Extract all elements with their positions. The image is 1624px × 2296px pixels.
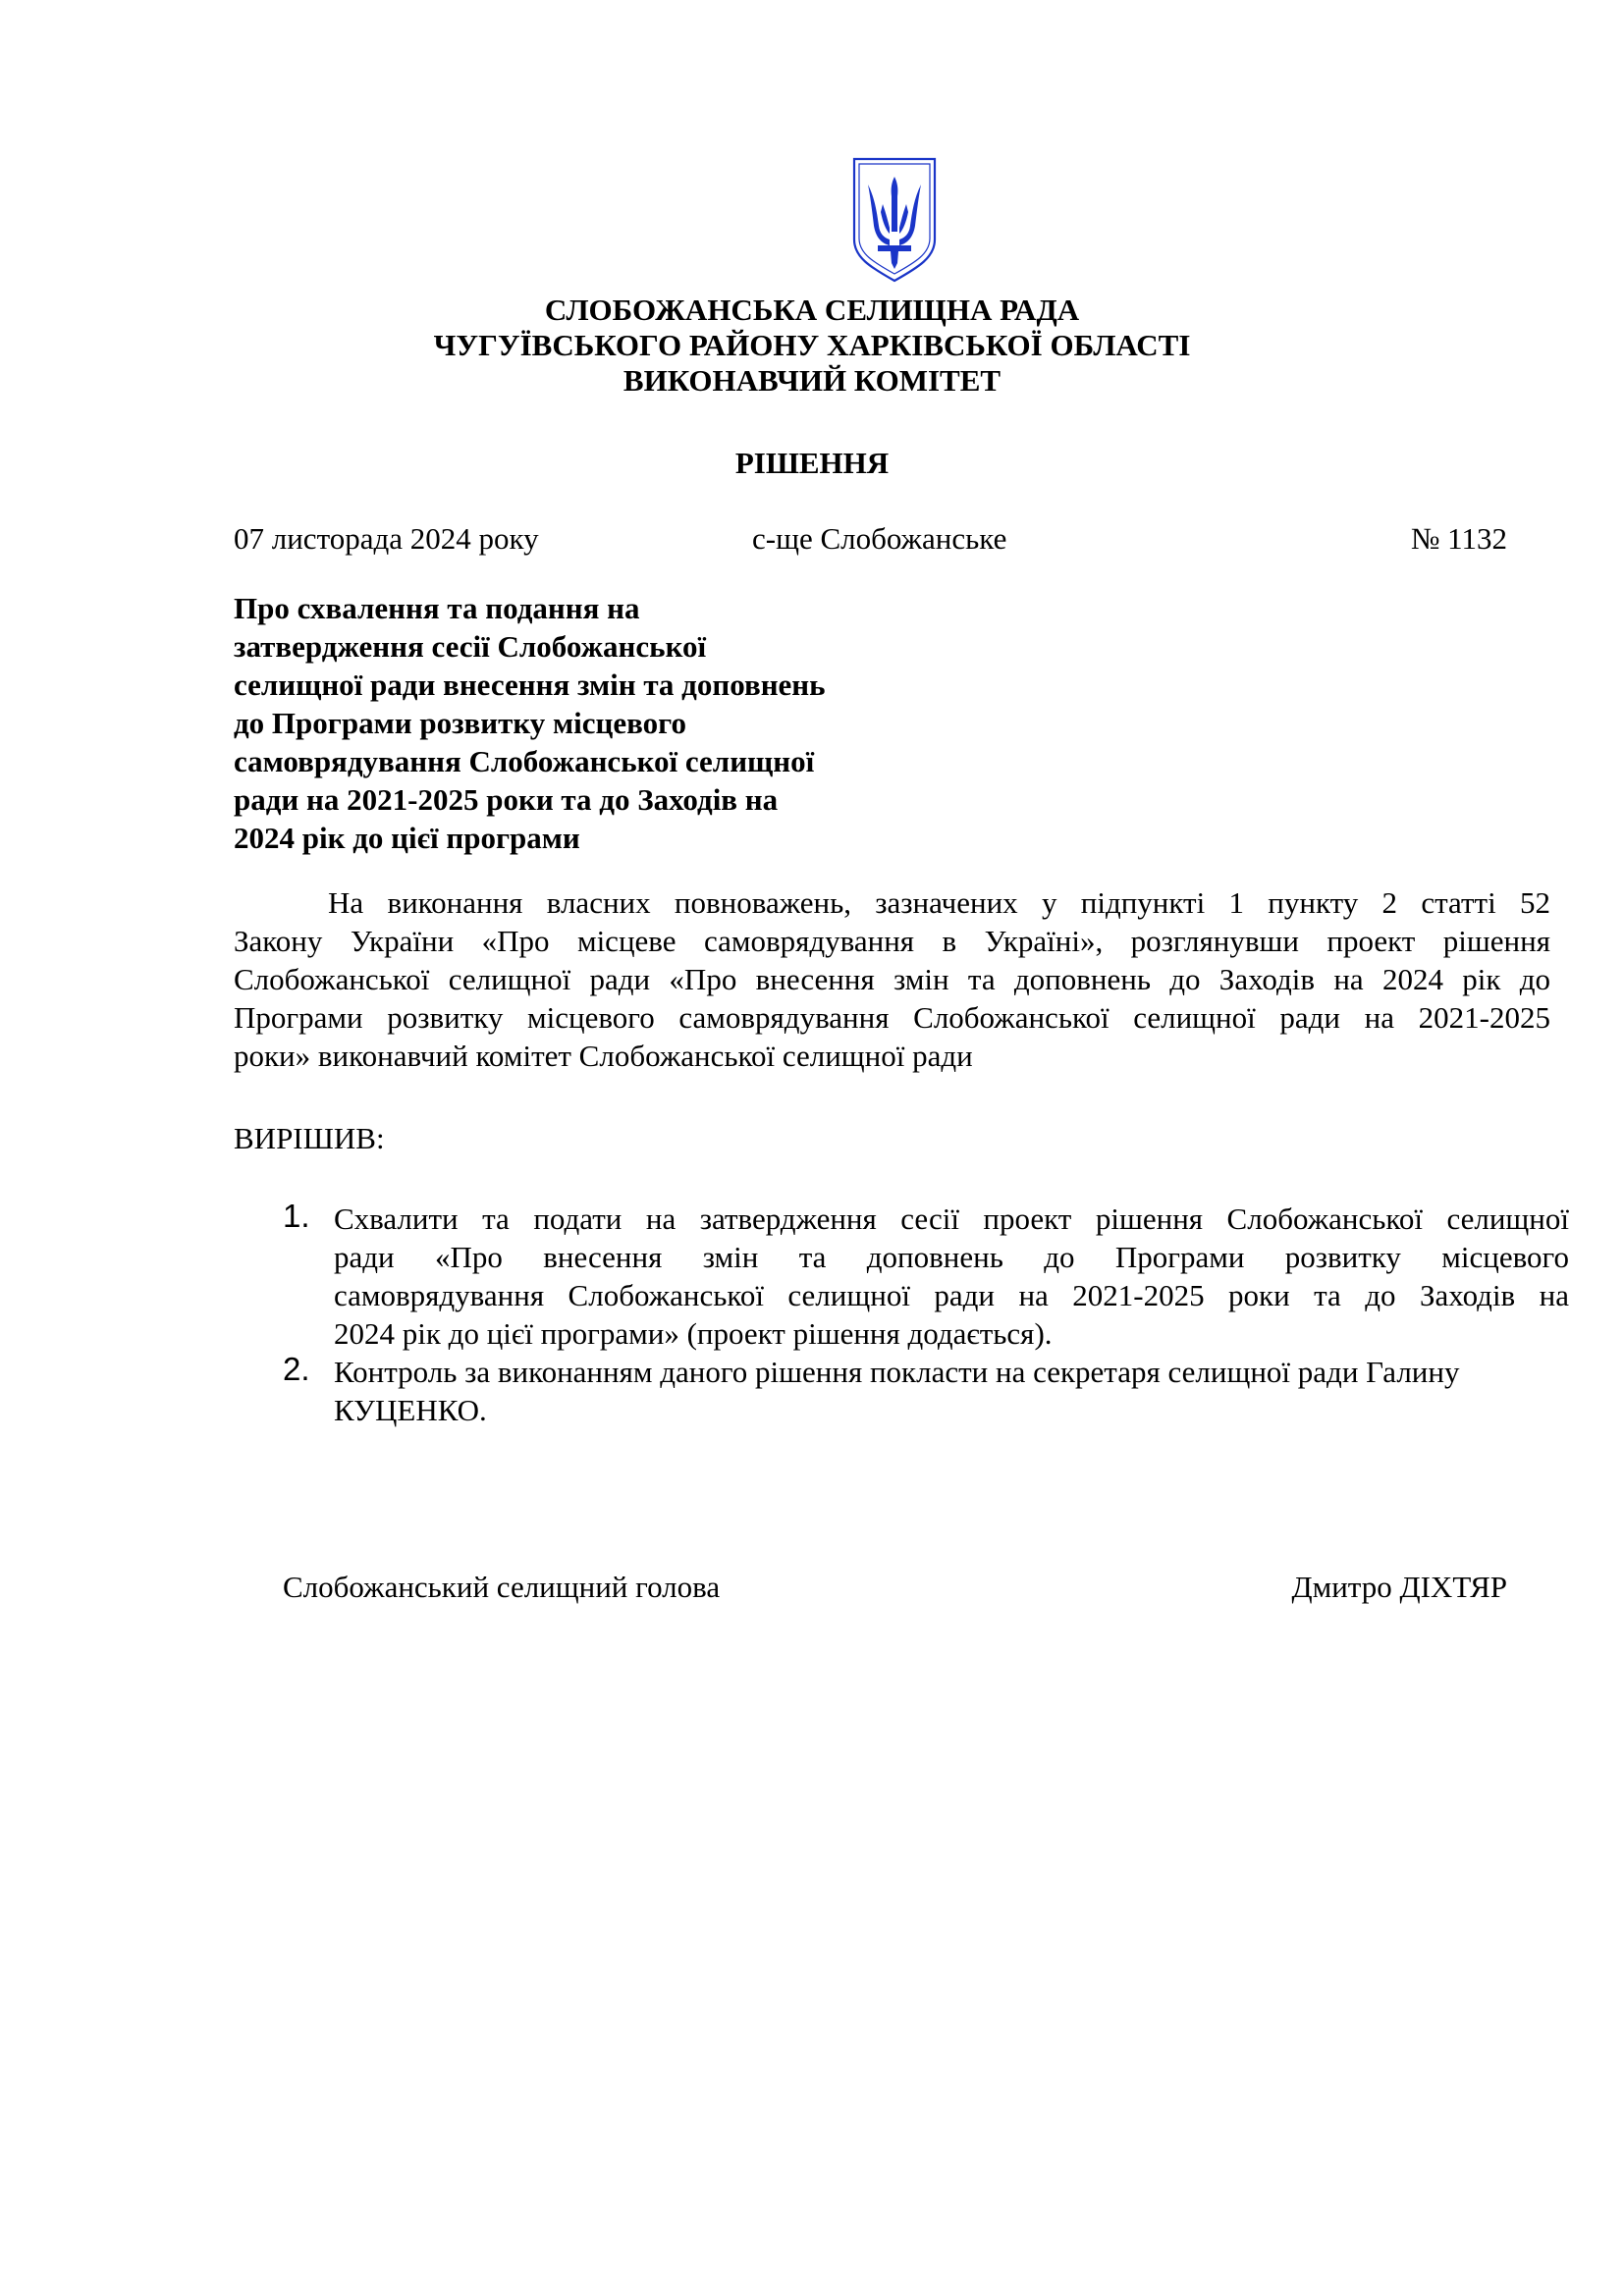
signatory-title: Слобожанський селищний голова — [283, 1570, 721, 1604]
executive-committee: ВИКОНАВЧИЙ КОМІТЕТ — [623, 363, 1001, 398]
coat-of-arms-of-ukraine-icon — [850, 155, 939, 285]
preamble-line: Слобожанської селищної ради «Про внесення змін та доповнень до Заходів на 2024 рік до — [234, 962, 1550, 996]
document-meta — [234, 521, 1507, 557]
item-number: 1. — [283, 1198, 310, 1234]
council-header — [0, 293, 1624, 399]
resolution-items — [234, 1200, 1569, 1429]
subject-line: 2024 рік до цієї програми — [234, 821, 580, 855]
resolved-label: ВИРІШИВ: — [234, 1121, 385, 1155]
subject-line: самоврядування Слобожанської селищної — [234, 744, 815, 778]
signature-block — [283, 1568, 1507, 1606]
document-number: № 1132 — [1410, 521, 1507, 556]
subject-line: селищної ради внесення змін та доповнень — [234, 667, 826, 702]
item-line: Схвалити та подати на затвердження сесії проект рішення Слобожанської селищної — [334, 1201, 1569, 1236]
document-place: с-ще Слобожанське — [752, 521, 1007, 556]
item-line: ради «Про внесення змін та доповнень до Програми розвитку місцевого — [334, 1240, 1569, 1274]
item-line: 2024 рік до цієї програми» (проект рішення додається). — [334, 1316, 1053, 1351]
preamble-line: роки» виконавчий комітет Слобожанської селищної ради — [234, 1039, 973, 1073]
document-subject — [234, 589, 901, 857]
preamble-paragraph — [234, 883, 1550, 1075]
resolution-item — [234, 1353, 1569, 1429]
subject-line: затвердження сесії Слобожанської — [234, 629, 707, 664]
item-line: самоврядування Слобожанської селищної ради на 2021-2025 роки та до Заходів на — [334, 1278, 1569, 1312]
preamble-line: Закону України «Про місцеве самоврядування в Україні», розглянувши проект рішення — [234, 924, 1550, 958]
district-region: ЧУГУЇВСЬКОГО РАЙОНУ ХАРКІВСЬКОЇ ОБЛАСТІ — [433, 328, 1191, 362]
preamble-line: Програми розвитку місцевого самоврядування Слобожанської селищної ради на 2021-2025 — [234, 1000, 1550, 1035]
signatory-name: Дмитро ДІХТЯР — [1291, 1570, 1507, 1604]
document-type: РІШЕННЯ — [734, 446, 890, 480]
council-name: СЛОБОЖАНСЬКА СЕЛИЩНА РАДА — [544, 293, 1080, 327]
subject-line: ради на 2021-2025 роки та до Заходів на — [234, 782, 779, 817]
preamble-line: На виконання власних повноважень, зазначених у підпункті 1 пункту 2 статті 52 — [328, 885, 1550, 920]
item-line: КУЦЕНКО. — [334, 1393, 487, 1427]
subject-line: Про схвалення та подання на — [234, 591, 640, 625]
item-line: Контроль за виконанням даного рішення покласти на секретаря селищної ради Галину — [334, 1355, 1460, 1389]
subject-line: до Програми розвитку місцевого — [234, 706, 686, 740]
item-number: 2. — [283, 1351, 310, 1387]
document-date: 07 листорада 2024 року — [234, 521, 539, 556]
resolution-item — [234, 1200, 1569, 1353]
